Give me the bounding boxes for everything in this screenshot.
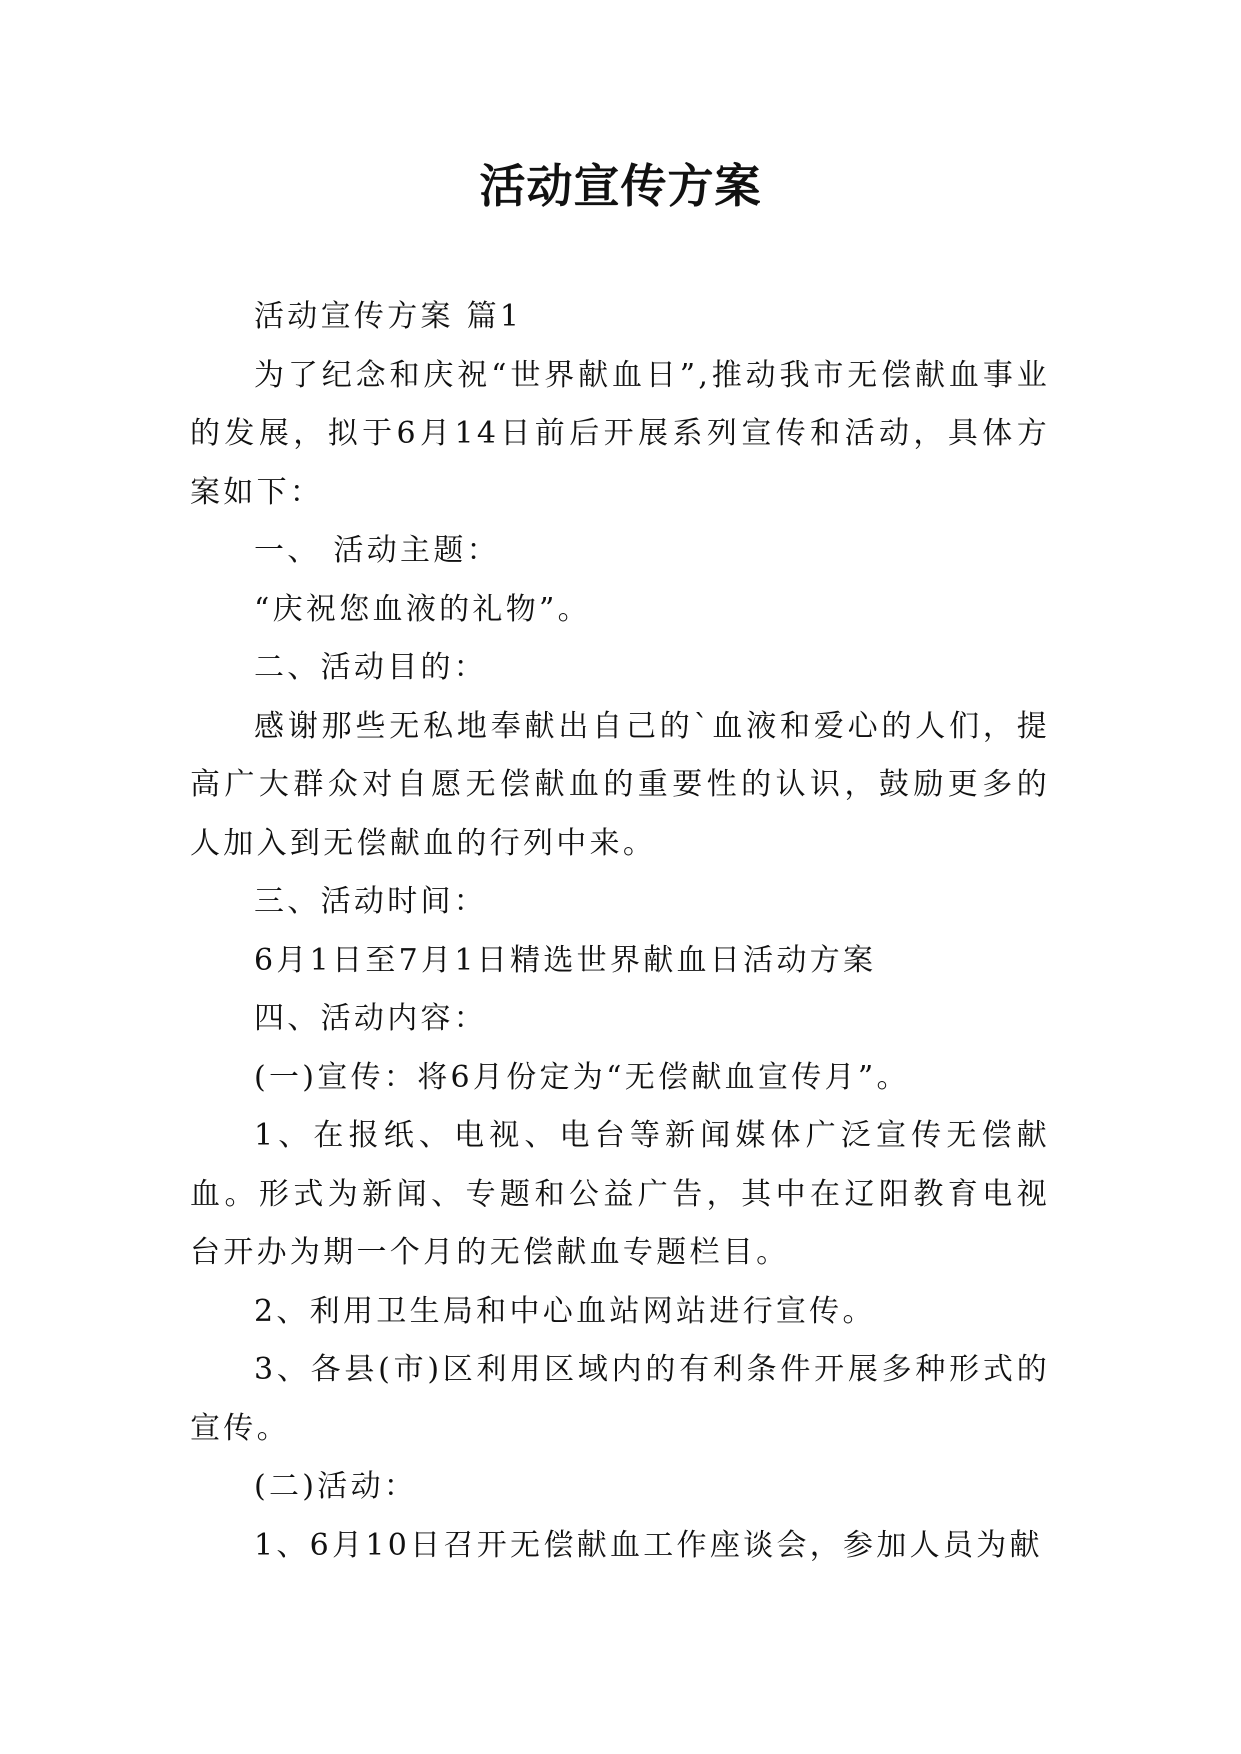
time-heading: 三、活动时间： xyxy=(254,884,488,919)
purpose-heading: 二、活动目的： xyxy=(254,650,488,685)
theme-text: “庆祝您血液的礼物”。 xyxy=(254,591,591,627)
publicity-heading: (一)宣传：将6月份定为“无偿献血宣传月”。 xyxy=(254,1059,910,1095)
publicity-item-1: 1、在报纸、电视、电台等新闻媒体广泛宣传无偿献血。形式为新闻、专题和公益广告，其中在辽阳教育电视台开办为期一个月的无偿献血专题栏目。 xyxy=(190,1118,1050,1270)
publicity-item-3: 3、各县(市)区利用区域内的有利条件开展多种形式的宣传。 xyxy=(190,1352,1050,1446)
theme-heading: 一、 活动主题： xyxy=(254,533,500,568)
document-body xyxy=(190,288,1050,1575)
document-title: 活动宣传方案 xyxy=(479,159,762,213)
activity-item-1: 1、6月10日召开无偿献血工作座谈会，参加人员为献 xyxy=(254,1527,1043,1563)
content-heading: 四、活动内容： xyxy=(254,1001,488,1036)
publicity-item-2: 2、利用卫生局和中心血站网站进行宣传。 xyxy=(254,1293,876,1329)
activity-heading: (二)活动： xyxy=(254,1469,418,1504)
time-text: 6月1日至7月1日精选世界献血日活动方案 xyxy=(254,942,877,978)
purpose-text: 感谢那些无私地奉献出自己的`血液和爱心的人们，提高广大群众对自愿无偿献血的重要性的认识，鼓励更多的人加入到无偿献血的行列中来。 xyxy=(190,708,1050,861)
intro-paragraph: 为了纪念和庆祝“世界献血日”,推动我市无偿献血事业的发展，拟于6月14日前后开展系列宣传和活动，具体方案如下： xyxy=(190,357,1050,510)
section-heading: 活动宣传方案 篇1 xyxy=(254,299,523,334)
